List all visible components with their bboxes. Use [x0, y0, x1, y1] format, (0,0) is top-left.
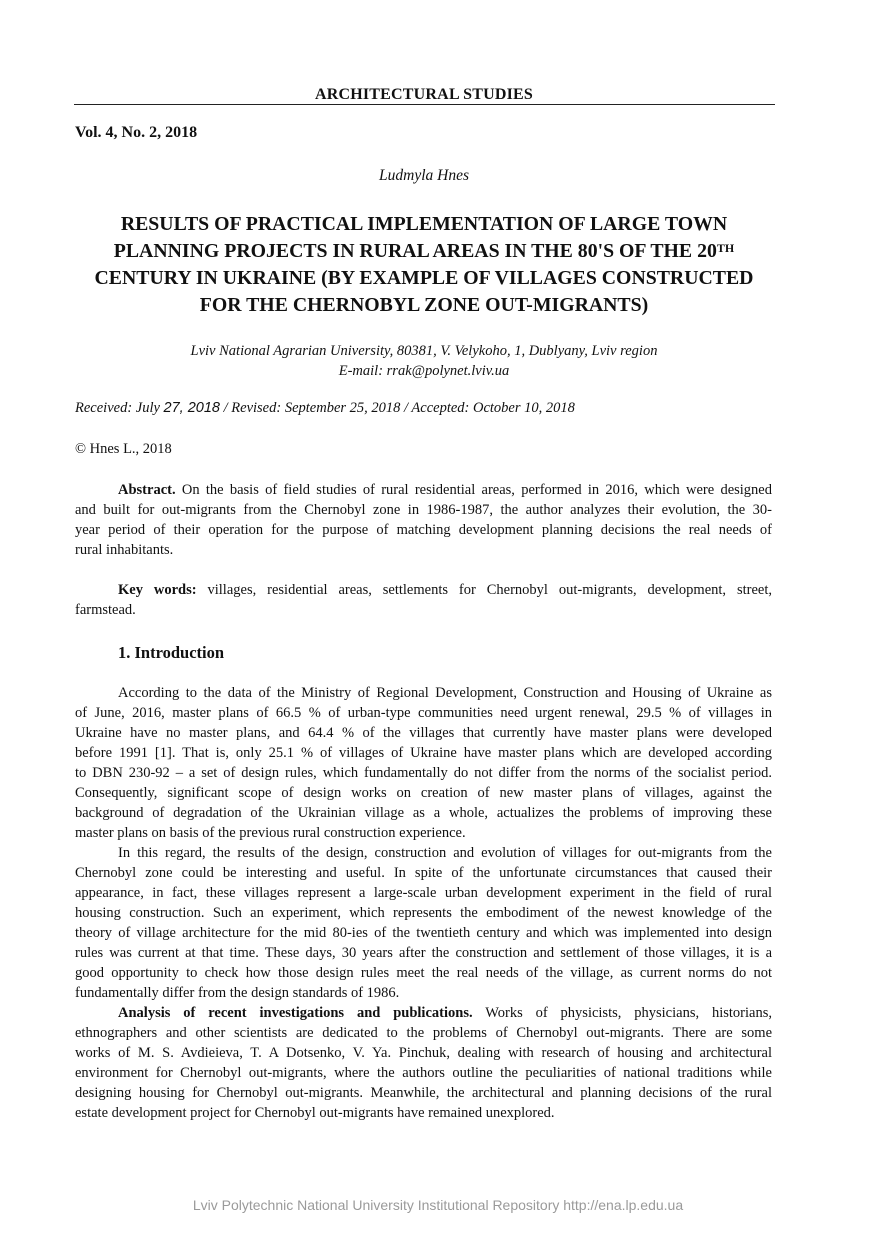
copyright: © Hnes L., 2018 — [75, 441, 172, 457]
title-line: RESULTS OF PRACTICAL IMPLEMENTATION OF LARGE TOWN — [120, 213, 728, 235]
abstract-line — [75, 480, 772, 500]
body-line: before 1991 [1]. That is, only 25.1 % of villages of Ukraine have master plans which are developed according — [75, 745, 772, 761]
keywords-line: farmstead. — [75, 602, 136, 618]
body-line: to DBN 230-92 – a set of design rules, which fundamentally do not differ from the norms of the socialist period. — [75, 765, 772, 781]
body-line — [75, 1003, 772, 1023]
body-line: background of degradation of the Ukrainian village as a whole, actualizes the problems of improving these — [75, 805, 772, 821]
received-prefix: Received: July — [75, 400, 164, 416]
body-line: rules was current at that time. These days, 30 years after the construction and settlement of those villages, it is a — [75, 945, 772, 961]
body-line: works of M. S. Avdieieva, T. A Dotsenko, V. Ya. Pinchuk, dealing with research of housing and architectural — [75, 1045, 772, 1061]
volume-info: Vol. 4, No. 2, 2018 — [75, 124, 198, 141]
paper-title — [74, 211, 774, 319]
journal-name: ARCHITECTURAL STUDIES — [314, 86, 534, 103]
body-line: fundamentally differ from the design standards of 1986. — [75, 985, 400, 1001]
introduction-body — [75, 683, 772, 1123]
header-rule — [74, 104, 775, 105]
body-line: ethnographers and other scientists are dedicated to the problems of Chernobyl out-migrants. There are some — [75, 1025, 772, 1041]
body-line: environment for Chernobyl out-migrants, where the authors outline the peculiarities of national traditions while — [75, 1065, 772, 1081]
author-name: Ludmyla Hnes — [379, 167, 469, 184]
keywords-line — [75, 580, 772, 600]
title-line-text: PLANNING PROJECTS IN RURAL AREAS IN THE 80'S OF THE 20 — [113, 240, 717, 262]
body-line: master plans on basis of the previous rural construction experience. — [75, 825, 466, 841]
keywords — [75, 580, 772, 620]
title-superscript: TH — [716, 241, 735, 255]
title-line: FOR THE CHERNOBYL ZONE OUT-MIGRANTS) — [199, 294, 649, 316]
body-line: Consequently, significant scope of design works on creation of new master plans of villages, against the — [75, 785, 772, 801]
abstract-line: year period of their operation for the purpose of matching development planning decisions the real needs of — [75, 522, 772, 538]
institution: Lviv National Agrarian University, 80381, V. Velykoho, 1, Dublyany, Lviv region — [190, 343, 658, 359]
keywords-label: Key words: — [118, 582, 197, 598]
body-line: housing construction. Such an experiment, which represents the embodiment of the newest knowledge of the — [75, 905, 772, 921]
abstract-label: Abstract. — [118, 482, 176, 498]
subsection-label: Analysis of recent investigations and publications. — [118, 1005, 473, 1021]
body-line: of June, 2016, master plans of 66.5 % of urban-type communities need urgent renewal, 29.5 % of villages in — [75, 705, 772, 721]
body-line: appearance, in fact, these villages represent a large-scale urban development experiment in the field of rural — [75, 885, 772, 901]
affiliation — [74, 341, 774, 381]
body-line: According to the data of the Ministry of Regional Development, Construction and Housing of Ukraine as — [118, 685, 772, 701]
received-date: 27, 2018 — [163, 400, 220, 416]
email: E-mail: rrak@polynet.lviv.ua — [338, 363, 510, 379]
body-line: designing housing for Chernobyl out-migrants. Meanwhile, the architectural and planning decisions of the rural — [75, 1085, 772, 1101]
abstract-line: rural inhabitants. — [75, 542, 174, 558]
title-line: CENTURY IN UKRAINE (BY EXAMPLE OF VILLAGES CONSTRUCTED — [94, 267, 754, 289]
body-text: Works of physicists, physicians, historians, — [472, 1005, 772, 1021]
keywords-text: villages, residential areas, settlements for Chernobyl out-migrants, development, street, — [196, 582, 772, 598]
submission-dates — [75, 400, 575, 417]
body-line: Ukraine have no master plans, and 64.4 % of the villages that currently have master plans were developed — [75, 725, 772, 741]
abstract-text: On the basis of field studies of rural residential areas, performed in 2016, which were designed — [175, 482, 772, 498]
body-line: estate development project for Chernobyl out-migrants have remained unexplored. — [75, 1105, 555, 1121]
title-line — [74, 238, 774, 265]
body-line: Chernobyl zone could be interesting and useful. In spite of the unfortunate circumstances that caused their — [75, 865, 772, 881]
abstract-line: and built for out-migrants from the Chernobyl zone in 1986-1987, the author analyzes their evolution, the 30- — [75, 502, 772, 518]
body-line: good opportunity to check how those design rules meet the real needs of the village, as current norms do not — [75, 965, 772, 981]
repository-footer: Lviv Polytechnic National University Institutional Repository http://ena.lp.edu.ua — [192, 1197, 684, 1213]
revised-accepted: / Revised: September 25, 2018 / Accepted: October 10, 2018 — [220, 400, 575, 416]
abstract — [75, 480, 772, 560]
section-heading: 1. Introduction — [118, 643, 225, 662]
body-line: In this regard, the results of the design, construction and evolution of villages for out-migrants from the — [118, 845, 772, 861]
body-line: theory of village architecture for the mid 80-ies of the twentieth century and which was implemented into design — [75, 925, 772, 941]
